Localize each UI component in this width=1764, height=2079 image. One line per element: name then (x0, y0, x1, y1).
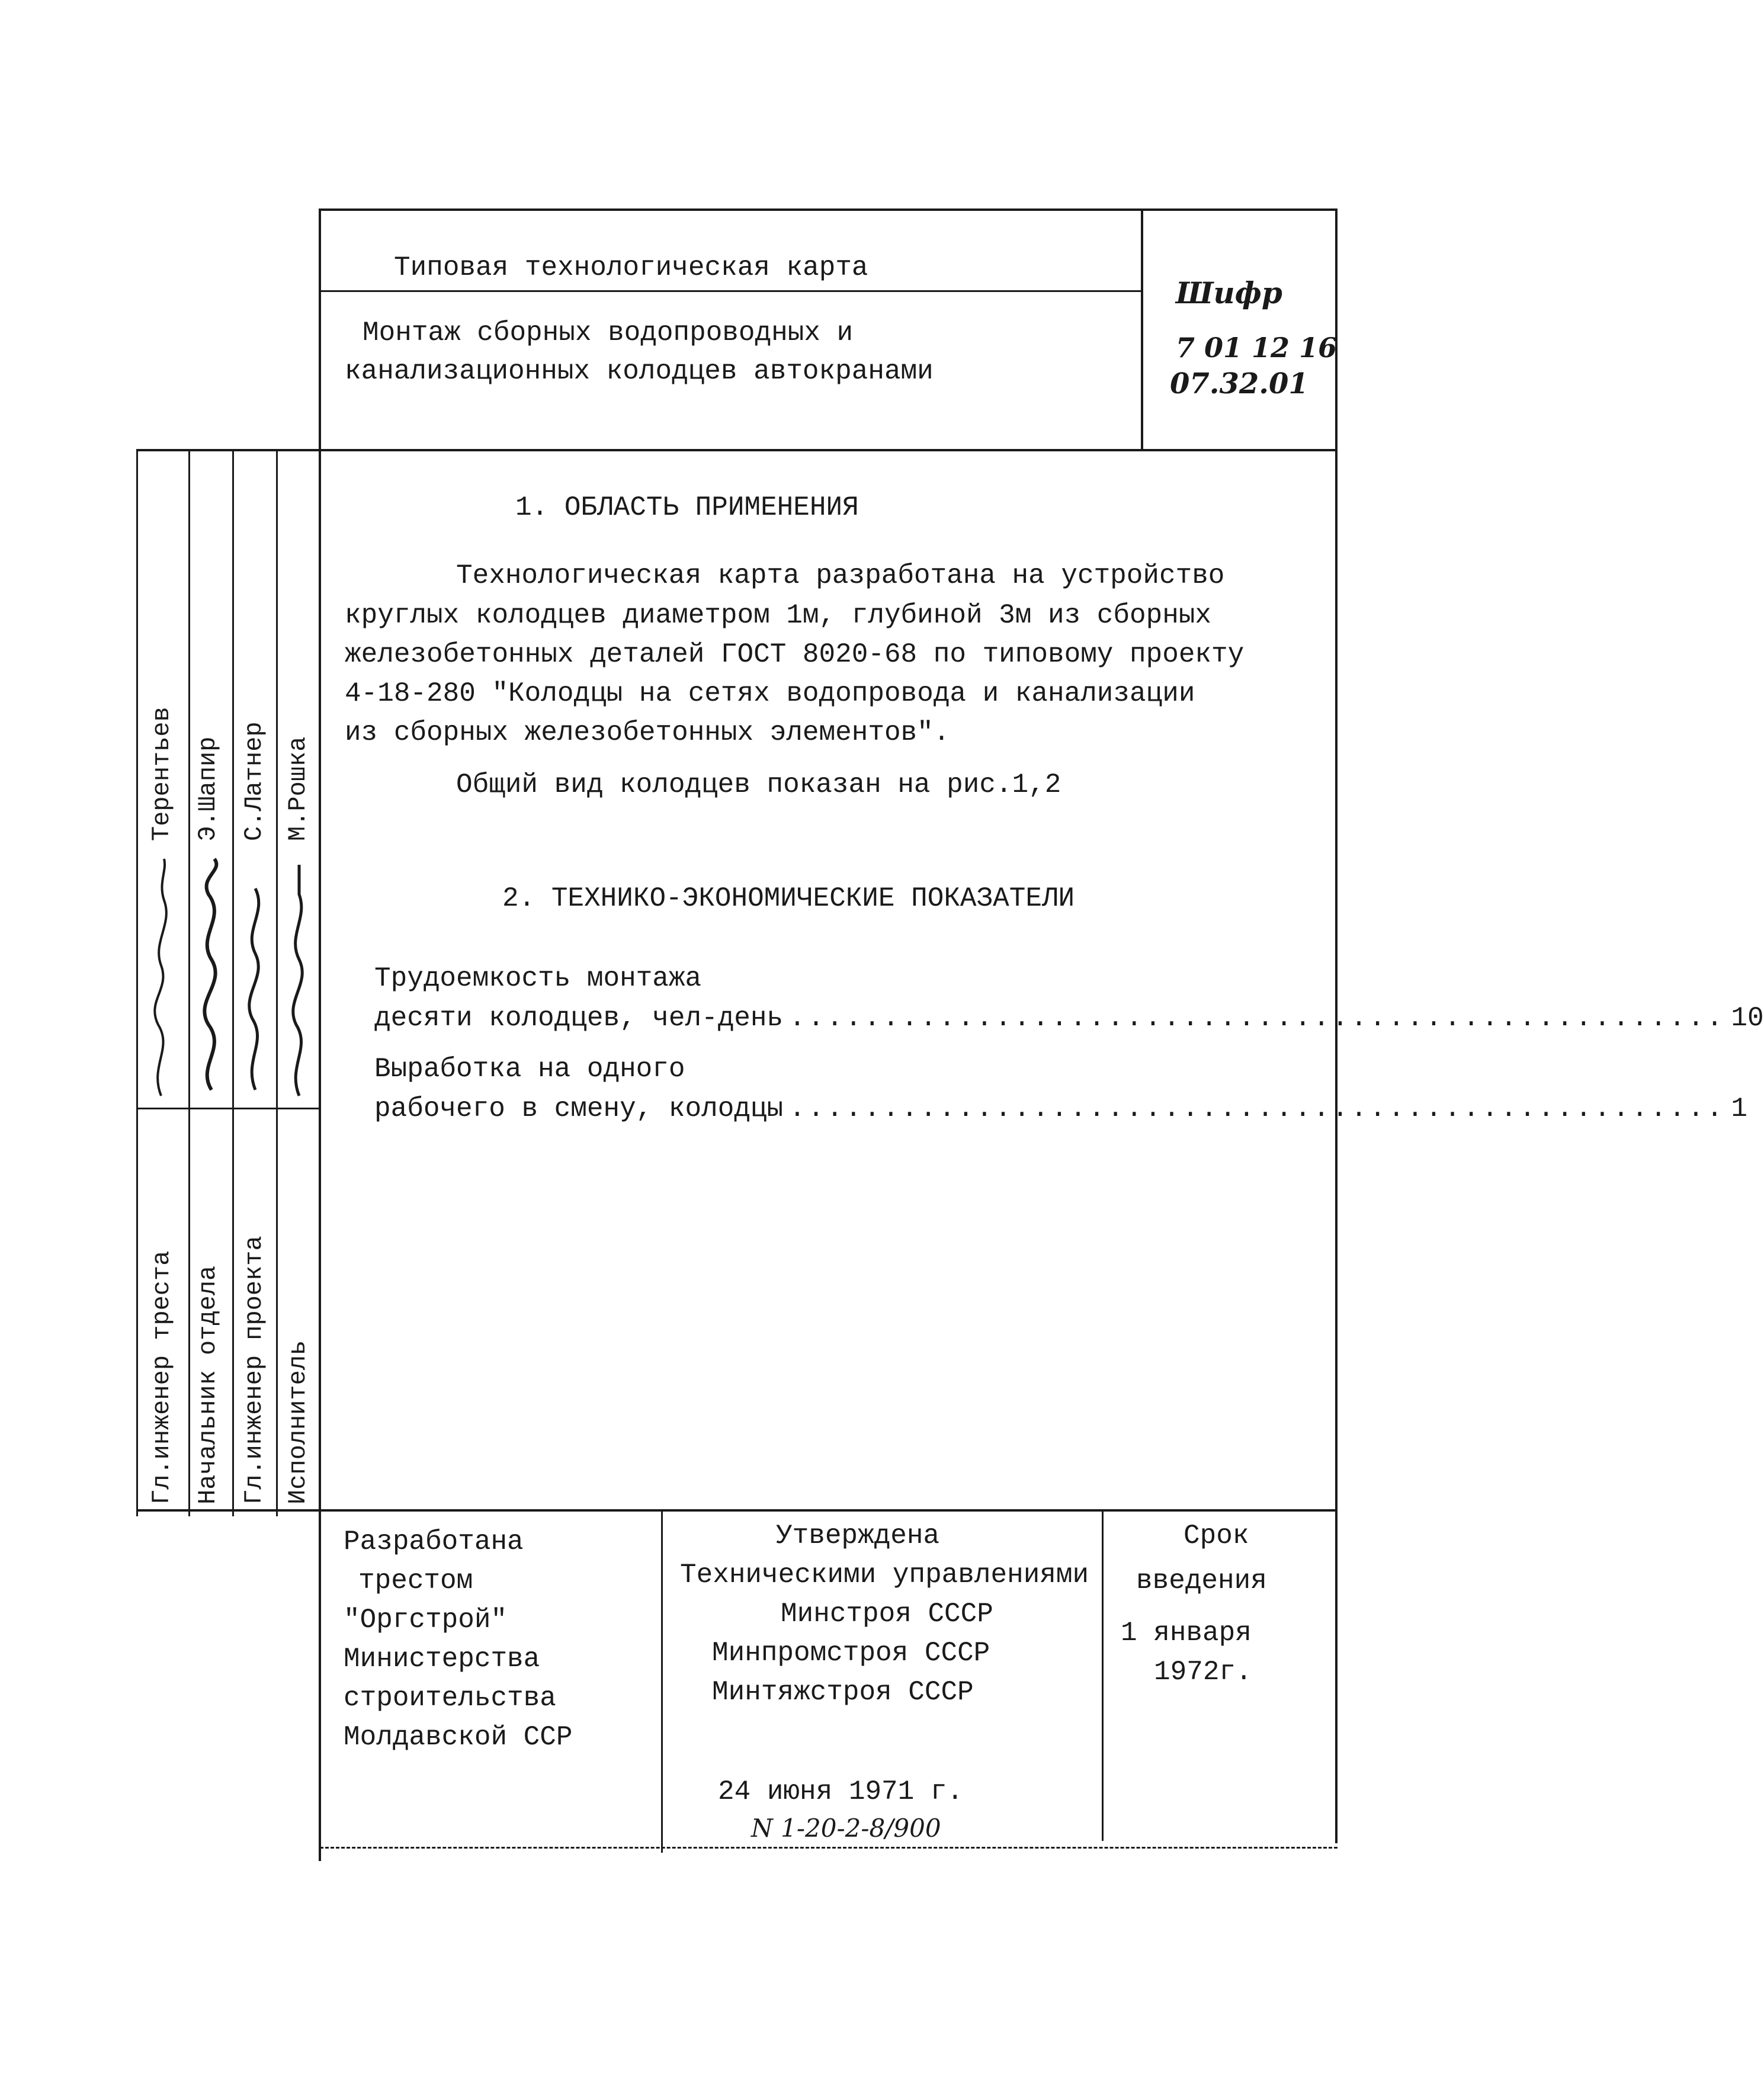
indicator2-value: 1 (1731, 1093, 1747, 1124)
indicator2-leader: .................................................. (789, 1093, 1725, 1124)
developed-line-1: Разработана (344, 1526, 524, 1557)
cipher-code-2: 07.32.01 (1170, 367, 1308, 400)
header-bottom-line (136, 449, 1338, 451)
section1-para-line-3: железобетонных деталей ГОСТ 8020-68 по типовому проекту (345, 639, 1245, 670)
signature-3 (235, 853, 276, 1102)
term-line-3: 1 января (1121, 1618, 1252, 1648)
signature-4 (278, 853, 320, 1102)
term-line-4: 1972г. (1154, 1657, 1252, 1687)
indicator1-line1: Трудоемкость монтажа (374, 963, 702, 994)
frame-top-line (320, 208, 1338, 211)
cipher-divider-line (1141, 208, 1143, 451)
indicator1-row (374, 1003, 1764, 1034)
term-line-1: Срок (1184, 1520, 1249, 1551)
section1-para-line-2: круглых колодцев диаметром 1м, глубиной 3м из сборных (345, 600, 1212, 631)
title-divider-line (320, 290, 1143, 292)
sidebar-name-3: С.Латнер (240, 721, 268, 841)
sidebar-role-1: Гл.инженер треста (147, 1250, 176, 1504)
approved-line-5: Минтяжстроя СССР (712, 1677, 974, 1708)
doc-type: Типовая технологическая карта (394, 252, 868, 283)
indicator2-line1: Выработка на одного (374, 1054, 685, 1085)
approved-line-1: Утверждена (776, 1520, 940, 1551)
sidebar-row-line (136, 1108, 320, 1109)
sidebar-name-1: Терентьев (147, 707, 176, 841)
indicator2-label: рабочего в смену, колодцы (374, 1093, 784, 1124)
approved-line-3: Минстроя СССР (781, 1599, 993, 1629)
cipher-code-1: 7 01 12 16 (1176, 332, 1338, 364)
signature-2 (191, 853, 232, 1102)
approved-line-4: Минпромстроя СССР (712, 1638, 990, 1669)
section1-para-line-1: Технологическая карта разработана на устройство (456, 560, 1225, 591)
section2-heading: 2. ТЕХНИКО-ЭКОНОМИЧЕСКИЕ ПОКАЗАТЕЛИ (502, 883, 1075, 914)
term-line-2: введения (1136, 1565, 1267, 1596)
indicator2-row (374, 1093, 1747, 1124)
sidebar-role-3: Гл.инженер проекта (240, 1236, 268, 1504)
indicator1-label: десяти колодцев, чел-день (374, 1003, 784, 1034)
sidebar-role-2: Начальник отдела (194, 1265, 222, 1504)
footer-top-line (136, 1509, 1338, 1512)
title-line-1: Монтаж сборных водопроводных и (363, 317, 854, 348)
section1-heading: 1. ОБЛАСТЬ ПРИМЕНЕНИЯ (515, 492, 859, 523)
developed-line-4: Министерства (344, 1644, 540, 1674)
footer-divider-2 (1102, 1509, 1104, 1841)
sidebar-role-4: Исполнитель (284, 1340, 312, 1504)
sidebar-name-4: М.Рошка (284, 736, 312, 841)
sidebar-col-line-2 (188, 450, 190, 1516)
footer-divider-1 (661, 1509, 663, 1853)
sidebar-col-line-3 (232, 450, 234, 1516)
sidebar-col-line-4 (276, 450, 278, 1516)
title-line-2: канализационных колодцев автокранами (345, 356, 934, 387)
indicator1-leader: .................................................. (789, 1003, 1725, 1034)
approved-line-2: Техническими управлениями (680, 1560, 1089, 1590)
approved-date: 24 июня 1971 г. (718, 1776, 964, 1807)
signature-1 (137, 853, 188, 1102)
developed-line-5: строительства (344, 1683, 556, 1714)
sidebar-name-2: Э.Шапир (194, 736, 222, 841)
footer-bottom-dashed-line (320, 1847, 1338, 1849)
cipher-label: Шифр (1176, 275, 1282, 310)
developed-line-2: трестом (358, 1565, 473, 1596)
indicator1-value: 10 (1731, 1003, 1764, 1034)
section1-note: Общий вид колодцев показан на рис.1,2 (456, 769, 1061, 800)
approved-number: N 1-20-2-8/900 (751, 1814, 941, 1843)
section1-para-line-5: из сборных железобетонных элементов". (345, 717, 950, 748)
developed-line-6: Молдавской ССР (344, 1722, 573, 1753)
developed-line-3: "Оргстрой" (344, 1605, 508, 1635)
section1-para-line-4: 4-18-280 "Колодцы на сетях водопровода и канализации (345, 678, 1195, 709)
